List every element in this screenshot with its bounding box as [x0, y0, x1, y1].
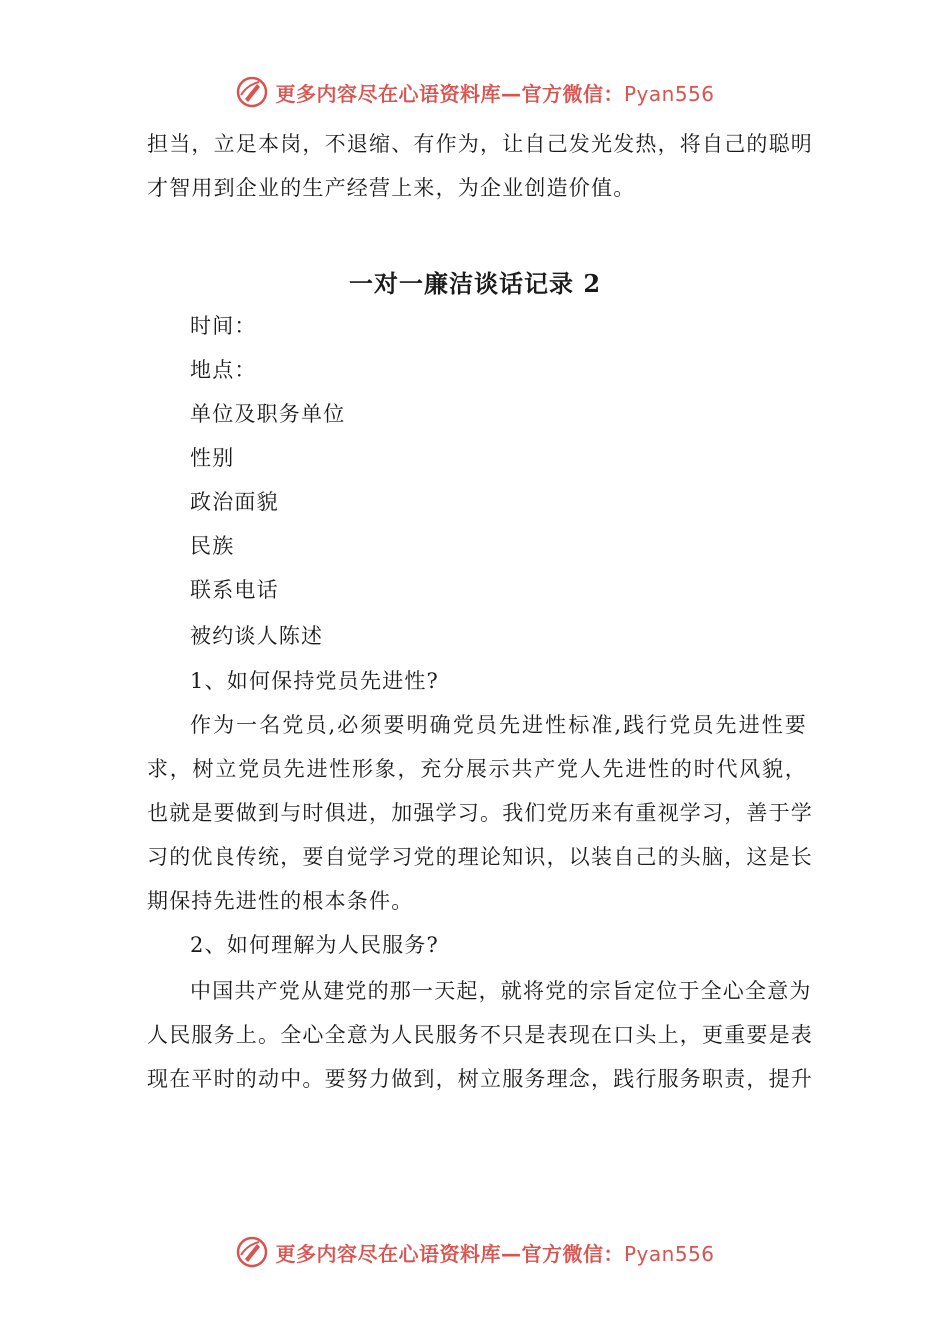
watermark-text: 更多内容尽在心语资料库—官方微信：Pyan556: [275, 81, 715, 106]
paragraph-line: 才智用到企业的生产经营上来，为企业创造价值。: [147, 176, 636, 200]
paragraph-line: 担当，立足本岗，不退缩、有作为，让自己发光发热，将自己的聪明: [147, 132, 813, 156]
answer-1-line: 习的优良传统，要自觉学习党的理论知识，以装自己的头脑，这是长: [147, 845, 813, 869]
answer-1-line: 作为一名党员,必须要明确党员先进性标准,践行党员先进性要: [190, 713, 807, 737]
field-ethnicity: 民族: [190, 534, 235, 558]
answer-1-line: 也就是要做到与时俱进，加强学习。我们党历来有重视学习，善于学: [147, 801, 813, 825]
field-unit-position: 单位及职务单位: [190, 402, 346, 426]
answer-2-line: 中国共产党从建党的那一天起，就将党的宗旨定位于全心全意为: [190, 979, 812, 1003]
answer-1-line: 期保持先进性的根本条件。: [147, 889, 414, 913]
question-1: 1、如何保持党员先进性?: [190, 669, 440, 693]
watermark-text: 更多内容尽在心语资料库—官方微信：Pyan556: [275, 1241, 715, 1266]
footer-watermark-banner: [0, 1232, 950, 1272]
answer-2-line: 人民服务上。全心全意为人民服务不只是表现在口头上，更重要是表: [147, 1023, 813, 1047]
field-phone: 联系电话: [190, 578, 279, 602]
header-watermark-banner: [0, 72, 950, 112]
field-statement: 被约谈人陈述: [190, 624, 324, 648]
field-location: 地点：: [190, 358, 257, 382]
question-2: 2、如何理解为人民服务?: [190, 933, 440, 957]
field-political-status: 政治面貌: [190, 490, 279, 514]
pen-logo-icon: [235, 75, 269, 109]
page-title: 一对一廉洁谈话记录 2: [348, 269, 602, 298]
answer-2-line: 现在平时的动中。要努力做到，树立服务理念，践行服务职责，提升: [147, 1067, 813, 1091]
answer-1-line: 求，树立党员先进性形象，充分展示共产党人先进性的时代风貌，: [147, 757, 807, 781]
field-time: 时间：: [190, 314, 257, 338]
field-gender: 性别: [190, 446, 235, 470]
pen-logo-icon: [235, 1235, 269, 1269]
